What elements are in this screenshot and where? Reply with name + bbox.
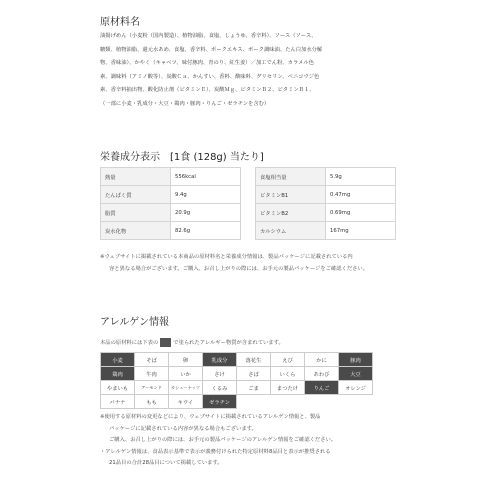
allergen-cell: あわび xyxy=(305,367,339,381)
table-row xyxy=(101,186,241,204)
allergen-note-line: 21品目の合計28品目について掲載しています。 xyxy=(109,460,223,466)
allergen-intro xyxy=(100,337,284,347)
nutrient-label: ビタミンB1 xyxy=(256,186,326,204)
table-row xyxy=(101,168,241,186)
nutrient-value: 20.9g xyxy=(171,204,241,222)
nutrient-label: 食塩相当量 xyxy=(256,168,326,186)
allergen-cell: くるみ xyxy=(203,381,237,395)
allergen-note-line: ※使用する原材料の変更などにより、ウェブサイトに掲載されているアレルゲン情報と、製品 xyxy=(100,414,321,420)
allergen-cell: 落花生 xyxy=(237,353,271,367)
allergen-cell: バナナ xyxy=(101,395,135,409)
nutrient-value: 82.6g xyxy=(171,222,241,240)
allergen-row xyxy=(101,367,373,381)
allergen-cell: えび xyxy=(271,353,305,367)
allergen-cell: かに xyxy=(305,353,339,367)
allergen-cell: カシューナッツ xyxy=(169,381,203,395)
table-row xyxy=(256,222,396,240)
nutrient-value: 0.47mg xyxy=(326,186,396,204)
allergen-swatch xyxy=(160,338,171,347)
table-row xyxy=(101,204,241,222)
ingredients-line: 素、香辛料抽出物、酸化防止剤（ビタミンＥ）、炭酸Ｍｇ、ビタミンＢ２、ビタミンＢ１、 xyxy=(100,87,315,93)
allergen-cell: いか xyxy=(169,367,203,381)
nutrient-value: 0.69mg xyxy=(326,204,396,222)
allergen-notes xyxy=(100,412,400,470)
table-row xyxy=(256,168,396,186)
nutrient-value: 556kcal xyxy=(171,168,241,186)
allergen-cell: アーモンド xyxy=(135,381,169,395)
nutrient-value: 5.9g xyxy=(326,168,396,186)
allergen-intro-after: で塗られたアレルギー物質が含まれています。 xyxy=(173,340,284,346)
allergen-cell-contained: 鶏肉 xyxy=(101,367,135,381)
allergen-row xyxy=(101,353,373,367)
allergen-cell: さば xyxy=(237,367,271,381)
nutrient-label: 炭水化物 xyxy=(101,222,171,240)
allergen-note-line: ご購入、お召し上がりの際には、お手元の製品パッケージのアレルゲン情報をご確認ください。 xyxy=(109,437,337,443)
allergen-note-line: パッケージに記載されている内容が異なる場合もございます。 xyxy=(109,425,257,432)
allergen-row xyxy=(101,381,373,395)
nutrition-table-left xyxy=(100,167,241,240)
allergen-cell-contained: 乳成分 xyxy=(203,353,237,367)
allergen-cell: まつたけ xyxy=(271,381,305,395)
table-row xyxy=(101,222,241,240)
nutrition-note-line: 容と異なる場合がございます。ご購入、お召し上がりの際には、お手元の製品パッケージをご確認ください。 xyxy=(109,266,369,272)
allergen-row xyxy=(101,395,373,409)
nutrient-label: たんぱく質 xyxy=(101,186,171,204)
allergen-cell-contained: 大豆 xyxy=(339,367,373,381)
allergen-cell: キウイ xyxy=(169,395,203,409)
nutrient-label: カルシウム xyxy=(256,222,326,240)
ingredients-line: 物、香味油）、かやく（キャベツ、味付豚肉、青のり、紅生姜）／加工でん粉、カラメル色 xyxy=(100,60,314,66)
ingredients-line: 素、調味料（アミノ酸等）、炭酸Ｃａ、かんすい、香料、酸味料、グリセリン、ベニコウジ色 xyxy=(100,73,320,80)
allergen-cell-contained: ゼラチン xyxy=(203,395,237,409)
allergen-cell: 牛肉 xyxy=(135,367,169,381)
allergen-note-line: ・アレルゲン情報は、食品表示基準で表示が義務付けられた特定原材料8品目と表示が推奨される xyxy=(100,448,331,455)
allergen-cell-contained: りんご xyxy=(305,381,339,395)
ingredients-line: （一部に小麦・乳成分・大豆・鶏肉・豚肉・りんご・ゼラチンを含む） xyxy=(100,100,270,107)
ingredients-line: 糖類、植物油脂、還元水あめ、食塩、香辛料、ポークエキス、ポーク調味油、たん白加水分解 xyxy=(100,46,323,53)
allergen-cell: オレンジ xyxy=(339,381,373,395)
allergen-cell: 卵 xyxy=(169,353,203,367)
ingredients-title: 原材料名 xyxy=(100,17,140,28)
nutrition-table-right xyxy=(255,167,396,240)
table-row xyxy=(256,186,396,204)
nutrition-note-line: ※ウェブサイトに掲載されている本商品の原材料名と栄養成分情報は、製品パッケージに記載されている内 xyxy=(100,254,353,260)
allergen-cell: いくら xyxy=(271,367,305,381)
allergen-cell: もも xyxy=(135,395,169,409)
nutrient-label: 熱量 xyxy=(101,168,171,186)
allergen-intro-before: 本品の原材料には下表の xyxy=(100,340,159,346)
allergen-cell: やまいも xyxy=(101,381,135,395)
allergen-table xyxy=(100,352,373,409)
allergen-cell-contained: 小麦 xyxy=(101,353,135,367)
allergen-cell: さけ xyxy=(203,367,237,381)
nutrition-title: 栄養成分表示 [1食 (128g) 当たり] xyxy=(100,152,264,163)
nutrition-notes xyxy=(100,251,400,275)
table-row xyxy=(256,204,396,222)
allergen-cell: そば xyxy=(135,353,169,367)
ingredients-text xyxy=(100,30,400,111)
ingredients-line: 油揚げめん（小麦粉（国内製造）、植物油脂、食塩、しょうゆ、香辛料）、ソース（ソース、 xyxy=(100,33,317,39)
allergen-title: アレルゲン情報 xyxy=(100,317,169,328)
nutrient-label: 脂質 xyxy=(101,204,171,222)
nutrient-label: ビタミンB2 xyxy=(256,204,326,222)
nutrient-value: 9.4g xyxy=(171,186,241,204)
allergen-cell: ごま xyxy=(237,381,271,395)
nutrient-value: 167mg xyxy=(326,222,396,240)
allergen-cell-contained: 豚肉 xyxy=(339,353,373,367)
